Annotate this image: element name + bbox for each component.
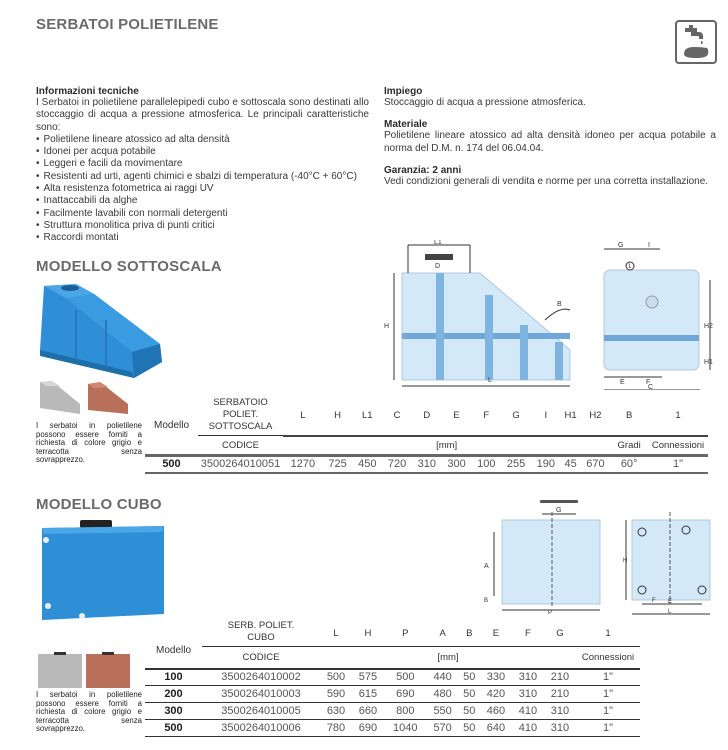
label-H: H	[623, 558, 628, 564]
sottoscala-color-note: I serbatoi in polietilene possono essere forniti a richiesta di colore grigio e terracotta senza sovrapprezzo.	[36, 421, 142, 465]
label-F: F	[652, 598, 656, 604]
label-E: E	[620, 379, 625, 386]
table-row: 300 3500264010005 630 660 800 550 50 460 410 310 1"	[145, 703, 640, 720]
codice-header: CODICE	[222, 439, 259, 451]
dim-header: H1	[564, 410, 577, 422]
materiale-text: Polietilene lineare atossico ad alta densità idoneo per acqua potabile a norma del D.M. n. 174 del 06.04.04.	[384, 130, 716, 154]
dim-header: E	[480, 620, 512, 647]
dim-header: L1	[362, 410, 373, 422]
label-A: A	[484, 563, 489, 570]
label-F: F	[646, 379, 651, 386]
label-L: L	[488, 377, 492, 384]
garanzia-heading: Garanzia: 2 anni	[384, 164, 462, 176]
sottoscala-product-image	[36, 280, 168, 385]
sottoscala-color-variants	[36, 378, 132, 423]
label-L1: L1	[434, 240, 442, 246]
cubo-top-drawing	[622, 510, 722, 625]
label-one: 1	[628, 264, 632, 270]
sottoscala-side-drawing	[380, 240, 580, 395]
feature-item: • Resistenti ad urti, agenti chimici e sbalzi di temperatura (-40°C + 60°C)	[36, 171, 369, 183]
dim-header: B	[459, 620, 480, 647]
dim-header: F	[483, 410, 490, 422]
feature-item: • Polietilene lineare atossico ad alta densità	[36, 134, 369, 146]
dim-header: L	[320, 620, 352, 647]
dim-header: D	[423, 410, 431, 422]
cubo-color-variants	[36, 652, 132, 693]
label-H1: H1	[704, 359, 713, 366]
unit-gradi: Gradi	[610, 436, 648, 456]
feature-item: • Facilmente lavabili con normali detergenti	[36, 208, 369, 220]
dim-header: F	[512, 620, 544, 647]
feature-item: • Leggeri e facili da movimentare	[36, 158, 369, 170]
page-title: SERBATOI POLIETILENE	[36, 16, 219, 33]
dim-header: E	[453, 410, 460, 422]
water-tap-tank-icon	[675, 20, 717, 64]
dim-header: L	[300, 410, 306, 422]
label-B: B	[557, 301, 562, 308]
dim-header: G	[512, 410, 520, 422]
label-E: E	[668, 599, 673, 605]
dim-header: G	[544, 620, 576, 647]
label-L: L	[668, 609, 672, 615]
table-row: 500 3500264010051 1270 725 450 720 310 300 100 255 190 45 670 60° 1"	[145, 456, 708, 473]
dim-header: 1	[576, 620, 640, 647]
dim-header: I	[544, 410, 548, 422]
impiego-heading: Impiego	[384, 86, 423, 97]
cubo-spec-table	[145, 620, 640, 737]
dim-header: C	[393, 410, 401, 422]
product-header: SERBATOIO POLIET. SOTTOSCALA	[198, 397, 283, 436]
label-H2: H2	[704, 323, 713, 330]
label-G: G	[556, 507, 562, 514]
materiale-heading: Materiale	[384, 119, 428, 131]
sottoscala-title: MODELLO SOTTOSCALA	[36, 258, 222, 275]
dim-header: B	[625, 410, 633, 422]
table-row: 100 3500264010002 500 575 500 440 50 330 310 210 1"	[145, 669, 640, 686]
feature-item: • Idonei per acqua potabile	[36, 146, 369, 158]
dim-header: 1	[675, 410, 681, 422]
tech-text: I Serbatoi in polietilene parallelepipedi cubo e sottoscala sono destinati allo stoccaggio di acqua a pressione atmosferica. Le principali caratteristiche sono:	[36, 97, 369, 133]
product-header: SERB. POLIET. CUBO	[202, 620, 320, 647]
tech-heading: Informazioni tecniche	[36, 86, 139, 97]
codice-header: CODICE	[242, 651, 280, 663]
label-I: I	[648, 242, 650, 249]
sottoscala-front-drawing	[600, 240, 720, 395]
dim-header: H	[352, 620, 384, 647]
dim-header: H	[334, 410, 341, 422]
feature-item: • Alta resistenza fotometrica ai raggi UV	[36, 183, 369, 195]
technical-info	[36, 86, 369, 245]
modello-header: Modello	[153, 420, 190, 431]
label-C: C	[648, 384, 654, 390]
feature-item: • Struttura monolitica priva di punti critici	[36, 220, 369, 232]
unit-mm: [mm]	[283, 436, 610, 456]
cubo-color-note: I serbatoi in polietilene possono essere forniti a richiesta di colore grigio e terracotta senza sovrapprezzo.	[36, 690, 142, 734]
cubo-side-drawing	[480, 496, 610, 621]
unit-connessioni: Connessioni	[648, 436, 708, 456]
dim-header: A	[427, 620, 459, 647]
impiego-text: Stoccaggio di acqua a pressione atmosferica.	[384, 97, 586, 108]
dim-header: P	[384, 620, 427, 647]
unit-connessioni: Connessioni	[581, 651, 635, 663]
features-list	[36, 134, 369, 245]
sottoscala-spec-table	[145, 397, 708, 474]
label-D: D	[435, 263, 441, 270]
feature-item: • Inattaccabili da alghe	[36, 195, 369, 207]
garanzia-text: Vedi condizioni generali di vendita e norme per una corretta installazione.	[384, 175, 709, 187]
dim-header: H2	[589, 410, 602, 422]
unit-mm: [mm]	[437, 651, 459, 663]
label-P: P	[548, 610, 553, 616]
cubo-title: MODELLO CUBO	[36, 496, 162, 513]
label-H: H	[384, 323, 390, 330]
label-G: G	[618, 242, 624, 249]
table-row: 200 3500264010003 590 615 690 480 50 420 310 210 1"	[145, 686, 640, 703]
table-row: 500 3500264010006 780 690 1040 570 50 640 410 310 1"	[145, 720, 640, 737]
usage-info	[384, 86, 716, 188]
feature-item: • Raccordi montati	[36, 232, 369, 244]
cubo-product-image	[36, 518, 166, 627]
modello-header: Modello	[155, 645, 192, 657]
label-B: B	[484, 598, 489, 604]
